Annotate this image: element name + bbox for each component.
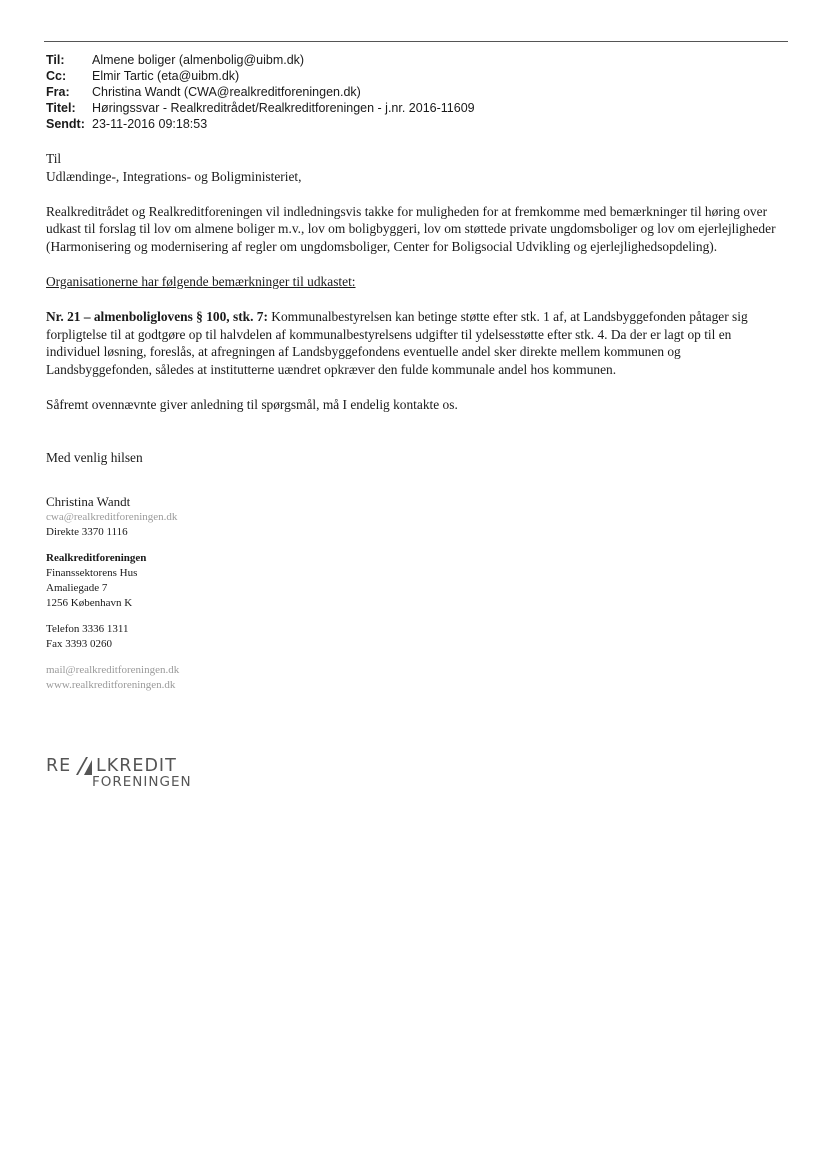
salutation-line-2: Udlændinge-, Integrations- og Boligministeriet, [46,168,302,184]
to-label: Til: [46,53,65,67]
subject-row [46,100,475,116]
logo-text-bottom: FORENINGEN [92,774,192,790]
signature-phone: Telefon 3336 1311 [46,623,129,635]
email-header [46,52,475,132]
remarks-heading: Organisationerne har følgende bemærkninger til udkastet: [46,273,356,289]
sent-value: 23-11-2016 09:18:53 [92,117,208,131]
cc-label: Cc: [46,69,67,83]
cc-row [46,68,475,84]
intro-paragraph: Realkreditrådet og Realkreditforeningen vil indledningsvis takke for muligheden for at fremkomme med bemærkninger til høring over udkast til forslag til lov om almene boliger m.v., lov om boligbyggeri, lov om støttede private ungdomsboliger og lov om ejerlejligheder (Harmonisering og modernisering af regler om ungdomsboliger, Center for Boligsocial Udvikling og ejerlejlighedsopdeling). [46,203,776,254]
cc-value: Elmir Tartic (eta@uibm.dk) [92,69,240,83]
signature-city: 1256 København K [46,597,133,609]
signature-fax: Fax 3393 0260 [46,638,112,650]
header-divider [44,41,788,42]
from-value: Christina Wandt (CWA@realkreditforeningen.dk) [92,85,361,99]
signature-direct: Direkte 3370 1116 [46,526,128,538]
sent-label: Sendt: [46,117,85,131]
closing-question: Såfremt ovennævnte giver anledning til spørgsmål, må I endelig kontakte os. [46,396,458,412]
letter-body [46,150,786,466]
subject-value: Høringssvar - Realkreditrådet/Realkreditforeningen - j.nr. 2016-11609 [92,101,475,115]
signature-building: Finanssektorens Hus [46,567,138,579]
subject-label: Titel: [46,101,76,115]
signature-org: Realkreditforeningen [46,552,147,564]
signature-email[interactable]: cwa@realkreditforeningen.dk [46,511,178,523]
to-row [46,52,475,68]
remark-text: Kommunalbestyrelsen kan betinge støtte efter stk. 1 af, at Landsbyggefonden påtager sig forpligtelse til at godtgøre op til halvdelen af kommunalbestyrelsens udgifter til ydelsesstøtte efter stk. 4. Da der er lagt op til en individuel løsning, foreslås, at afregningen af Landsbyggefondens eventuelle andel sker direkte mellem kommunen og Landsbyggefonden, således at institutterne uændret opkræver den fulde kommunale andel hos kommunen. [46,309,748,377]
signature-street: Amaliegade 7 [46,582,108,594]
from-row [46,84,475,100]
signature-name: Christina Wandt [46,494,131,509]
signature-mail[interactable]: mail@realkreditforeningen.dk [46,664,180,676]
to-value: Almene boliger (almenbolig@uibm.dk) [92,53,305,67]
signature-block [46,493,179,693]
from-label: Fra: [46,85,70,99]
greeting: Med venlig hilsen [46,449,143,465]
realkreditforeningen-logo [46,756,206,792]
signature-web[interactable]: www.realkreditforeningen.dk [46,679,176,691]
logo-text-left: RE [46,756,72,776]
logo-text-right: LKREDIT [96,756,177,776]
logo-mark-icon [74,756,94,776]
remark-paragraph [46,308,786,378]
remark-title: Nr. 21 – almenboliglovens § 100, stk. 7: [46,309,268,325]
salutation-line-1: Til [46,151,62,166]
sent-row [46,116,475,132]
